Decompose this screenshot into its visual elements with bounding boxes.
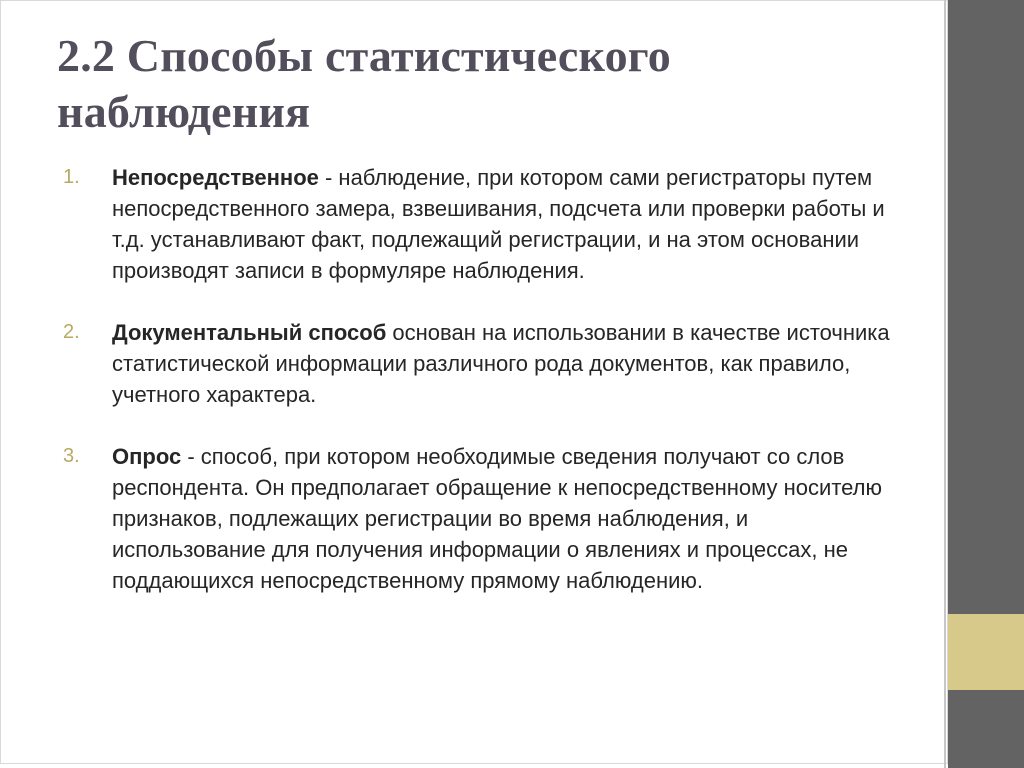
title-line-2: наблюдения (57, 86, 311, 137)
sidebar-accent-block (948, 614, 1024, 690)
item-term: Документальный способ (112, 320, 387, 345)
item-term: Опрос (112, 444, 182, 469)
methods-list (60, 162, 900, 596)
item-text: - способ, при котором необходимые сведения получают со слов респондента. Он предполагает обращение к непосредственному носителю признаков, подлежащих регистрации во время наблюдения, и использование для получения информации о явлениях и процессах, не поддающихся непосредственному прямому наблюдению. (112, 444, 882, 593)
sidebar-divider (944, 0, 946, 768)
item-text: основан на использовании в качестве источника статистической информации различного рода документов, как правило, учетного характера. (112, 320, 890, 407)
item-number: 1. (63, 166, 80, 188)
slide-title (57, 28, 917, 140)
item-number: 3. (63, 445, 80, 467)
list-item (60, 441, 900, 596)
list-item (60, 162, 900, 286)
title-line-1: 2.2 Способы статистического (57, 30, 671, 81)
list-item (60, 317, 900, 410)
item-number: 2. (63, 321, 80, 343)
item-term: Непосредственное (112, 165, 319, 190)
item-text: - наблюдение, при котором сами регистраторы путем непосредственного замера, взвешивания, подсчета или проверки работы и т.д. устанавливают факт, подлежащий регистрации, и на этом основании производят записи в формуляре наблюдения. (112, 165, 885, 283)
